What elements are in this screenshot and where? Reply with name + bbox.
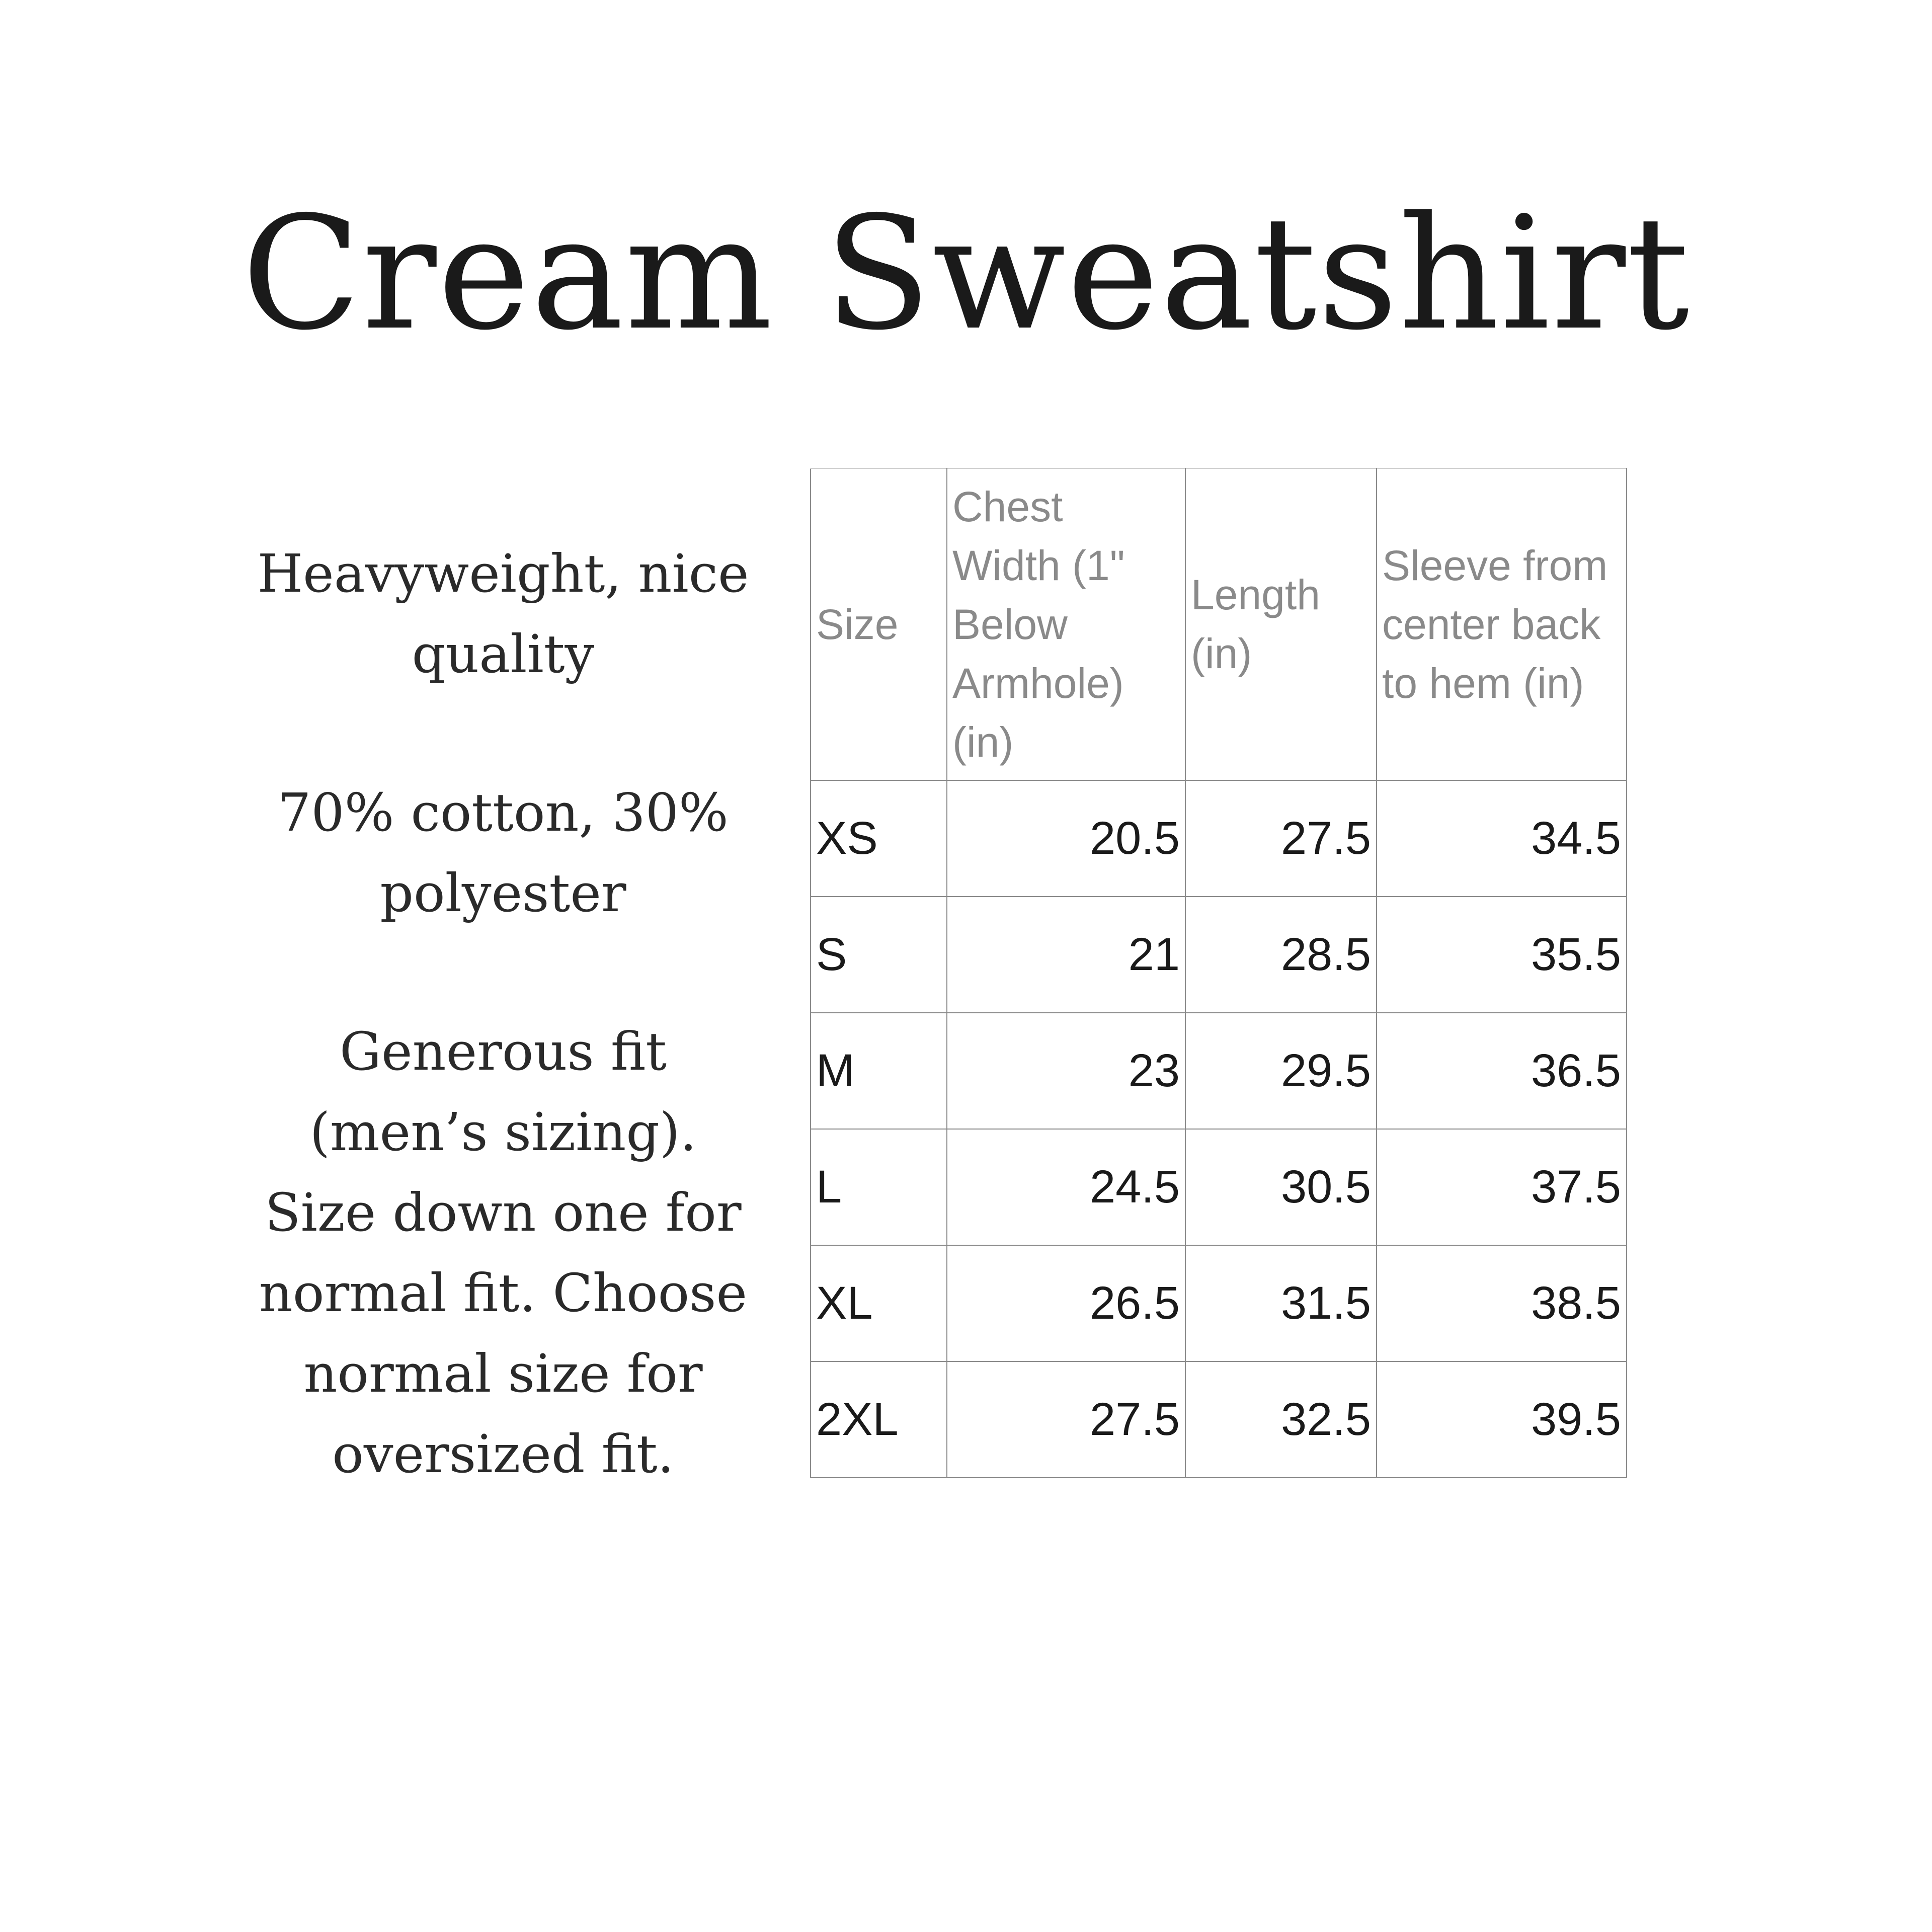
sleeve-cell: 36.5	[1377, 1013, 1627, 1129]
table-header-row	[811, 468, 1627, 780]
length-cell: 31.5	[1185, 1245, 1377, 1361]
chest-cell: 27.5	[947, 1361, 1185, 1478]
table-row	[811, 780, 1627, 897]
note-quality: Heavyweight, nice quality	[257, 543, 749, 685]
sleeve-cell: 38.5	[1377, 1245, 1627, 1361]
chest-cell: 20.5	[947, 780, 1185, 897]
table-row	[811, 1245, 1627, 1361]
size-cell: XL	[811, 1245, 947, 1361]
chest-cell: 21	[947, 897, 1185, 1013]
size-cell: XS	[811, 780, 947, 897]
table-row	[811, 1013, 1627, 1129]
length-cell: 28.5	[1185, 897, 1377, 1013]
product-notes	[252, 533, 755, 1494]
sleeve-cell: 39.5	[1377, 1361, 1627, 1478]
table-row	[811, 897, 1627, 1013]
note-material: 70% cotton, 30% polyester	[278, 782, 729, 924]
chest-cell: 23	[947, 1013, 1185, 1129]
size-cell: L	[811, 1129, 947, 1245]
chest-cell: 24.5	[947, 1129, 1185, 1245]
page-title: Cream Sweatshirt	[242, 183, 1691, 365]
header-sleeve: Sleeve from center back to hem (in)	[1377, 468, 1627, 780]
chest-cell: 26.5	[947, 1245, 1185, 1361]
size-cell: M	[811, 1013, 947, 1129]
header-chest-width: Chest Width (1" Below Armhole) (in)	[947, 468, 1185, 780]
length-cell: 27.5	[1185, 780, 1377, 897]
length-cell: 30.5	[1185, 1129, 1377, 1245]
length-cell: 32.5	[1185, 1361, 1377, 1478]
size-cell: S	[811, 897, 947, 1013]
header-size: Size	[811, 468, 947, 780]
header-length: Length (in)	[1185, 468, 1377, 780]
table-row	[811, 1361, 1627, 1478]
length-cell: 29.5	[1185, 1013, 1377, 1129]
size-cell: 2XL	[811, 1361, 947, 1478]
sleeve-cell: 35.5	[1377, 897, 1627, 1013]
table-row	[811, 1129, 1627, 1245]
size-chart-table	[810, 468, 1627, 1478]
sleeve-cell: 34.5	[1377, 780, 1627, 897]
sleeve-cell: 37.5	[1377, 1129, 1627, 1245]
note-fit: Generous fit (men’s sizing). Size down one for normal fit. Choose normal size for oversized fit.	[259, 1021, 748, 1485]
